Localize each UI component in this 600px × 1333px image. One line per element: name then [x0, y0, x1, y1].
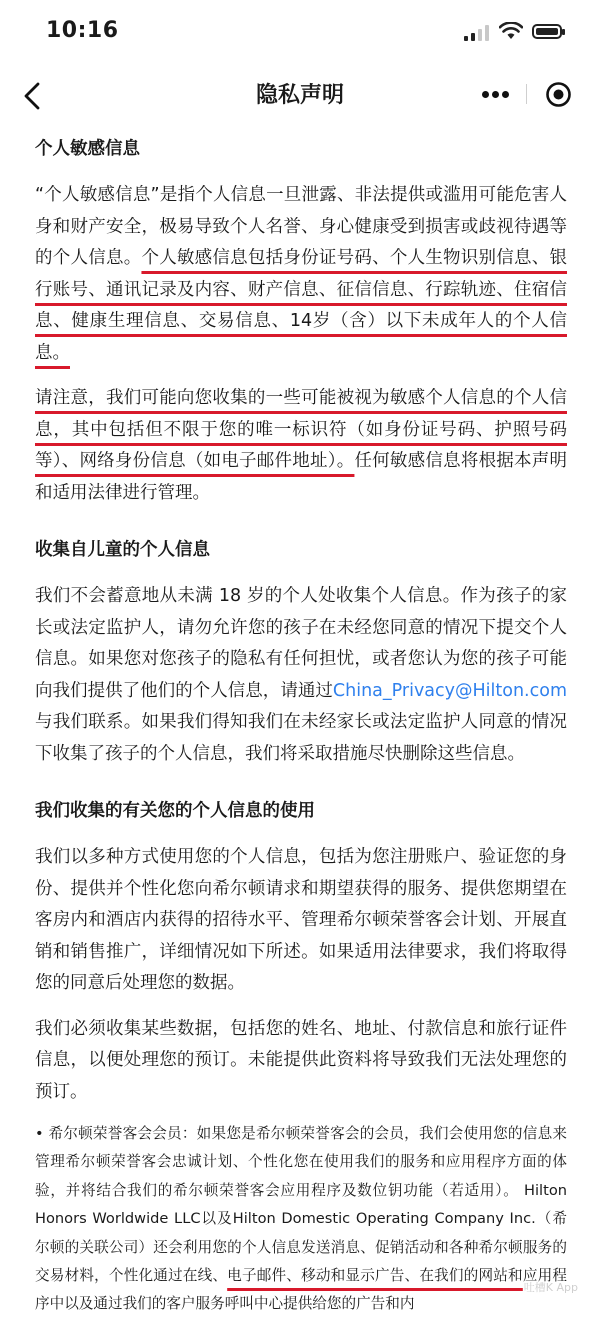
children-paragraph: 我们不会蓄意地从未满 18 岁的个人处收集个人信息。作为孩子的家长或法定监护人，请勿允许您的孩子在未经您同意的情况下提交个人信息。如果您对您孩子的隐私有任何担忧，或者您认为您的孩子可能向我们提供了他们的个人信息，请通过China_Privacy@Hilton.com与我们联系。如果我们得知我们在未经家长或法定监护人同意的情况下收集了孩子的个人信息，我们将采取措施尽快删除这些信息。	[35, 586, 567, 764]
page-title: 隐私声明	[255, 83, 344, 108]
navigation-bar	[0, 66, 600, 124]
underlined-text: 电子邮件、移动和显示广告、在我们的网站和	[227, 1267, 523, 1285]
underlined-text: 个人敏感信息包括身份证号码、个人生物识别信息、银行账号、通讯记录及内容、财产信息、征信信息、行踪轨迹、住宿信息、健康生理信息、交易信息、14岁（含）以下未成年人的个人信息。	[35, 248, 568, 363]
honors-member-bullet: • 希尔顿荣誉客会会员：如果您是希尔顿荣誉客会的会员，我们会使用您的信息来管理希尔顿荣誉客会忠诚计划、个性化您在使用我们的服务和应用程序方面的体验，并将结合我们的希尔顿荣誉客会应用程序及数位钥功能（若适用）。 Hilton Honors Worldwide LLC以及Hilton Domestic Operating Company Inc.（希尔顿的关联公司）还会利用您的个人信息发送消息、促销活动和各种希尔顿服务的交易材料，个性化通过在线、电子邮件、移动和显示广告、在我们的网站和应用程序中以及通过我们的客户服务呼叫中心提供给您的广告和内	[35, 1125, 567, 1313]
use-paragraph-2: 我们必须收集某些数据，包括您的姓名、地址、付款信息和旅行证件信息，以便处理您的预订。未能提供此资料将导致我们无法处理您的预订。	[35, 1018, 567, 1102]
use-paragraph-1: 我们以多种方式使用您的个人信息，包括为您注册账户、验证您的身份、提供并个性化您向希尔顿请求和期望获得的服务、提供您期望在客房内和酒店内获得的招待水平、管理希尔顿荣誉客会计划、开展直销和销售推广，详细情况如下所述。如果适用法律要求，我们将取得您的同意后处理您的数据。	[35, 847, 567, 993]
privacy-email-link[interactable]: China_Privacy@Hilton.com	[332, 680, 567, 701]
capsule-divider	[526, 84, 527, 104]
section-heading-sensitive: 个人敏感信息	[35, 139, 140, 159]
sensitive-paragraph-2: 请注意，我们可能向您收集的一些可能被视为敏感个人信息的个人信息，其中包括但不限于您的唯一标识符（如身份证号码、护照号码等）、网络身份信息（如电子邮件地址）。任何敏感信息将根据本声明和适用法律进行管理。	[35, 388, 568, 503]
battery-icon	[532, 24, 562, 39]
close-miniprogram-icon[interactable]	[545, 81, 572, 108]
wifi-icon	[499, 22, 523, 40]
signal-icon	[464, 25, 490, 41]
status-time: 10:16	[46, 18, 119, 43]
privacy-content	[35, 132, 567, 1333]
section-heading-use: 我们收集的有关您的个人信息的使用	[35, 801, 315, 821]
section-heading-children: 收集自儿童的个人信息	[35, 540, 210, 560]
watermark: 吐槽K App	[523, 1281, 578, 1294]
status-bar	[0, 0, 600, 66]
underlined-text: 请注意，我们可能向您收集的一些可能被视为敏感个人信息的个人信息，其中包括但不限于您的唯一标识符（如身份证号码、护照号码等）、网络身份信息（如电子邮件地址）。	[35, 388, 567, 471]
more-options-button[interactable]	[470, 76, 522, 112]
sensitive-paragraph-1: “个人敏感信息”是指个人信息一旦泄露、非法提供或滥用可能危害人身和财产安全，极易导致个人名誉、身心健康受到损害或歧视待遇等的个人信息。个人敏感信息包括身份证号码、个人生物识别信息、银行账号、通讯记录及内容、财产信息、征信信息、行踪轨迹、住宿信息、健康生理信息、交易信息、14岁（含）以下未成年人的个人信息。	[35, 185, 568, 363]
